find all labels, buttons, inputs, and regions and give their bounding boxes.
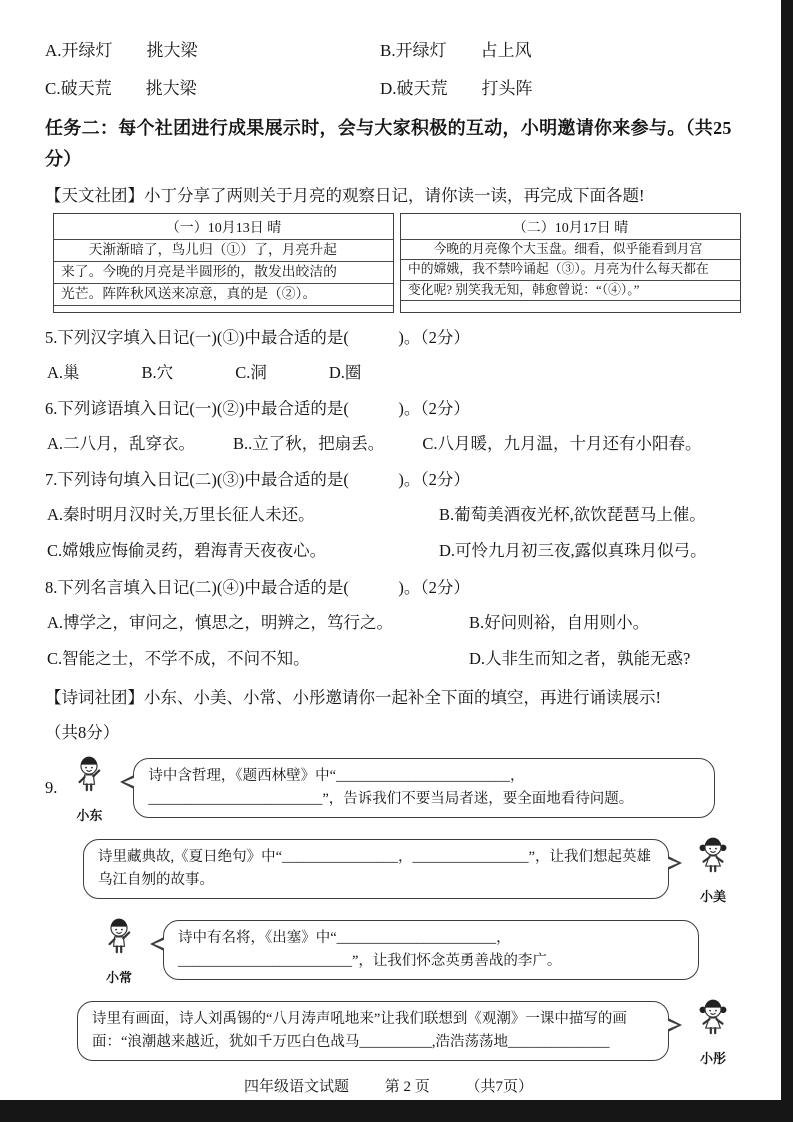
character-xiaodong [61, 753, 117, 824]
question-9-number: 9. [45, 778, 58, 798]
question-6-stem: 6.下列谚语填入日记(一)(②)中最合适的是( )。（2分） [45, 399, 470, 419]
speech-bubble-xiaodong: 诗中含哲理，《题西林壁》中“________________________，________________________”，告诉我们不要当局者迷，要全面地看待问题。 [133, 758, 715, 818]
character-name-xiaochang: 小常 [105, 969, 132, 985]
poetry-club-intro: 【诗词社团】小东、小美、小常、小彤邀请你一起补全下面的填空，再进行诵读展示! [45, 687, 661, 707]
speech-bubble-xiaotong: 诗里有画面，诗人刘禹锡的“八月涛声吼地来”让我们联想到《观潮》一课中描写的画面：“浪潮越来越近，犹如千万匹白色战马__________,浩浩荡荡地______________ [77, 1001, 669, 1061]
question-8-options [45, 611, 741, 670]
character-xiaomei [685, 834, 741, 905]
q4-option-d: D.破天荒 打头阵 [380, 78, 533, 98]
q8-option-d: D.人非生而知之者，孰能无惑? [469, 648, 691, 668]
diary1-header: （一）10月13日 晴 [54, 214, 393, 240]
q9-row-xiaodong [45, 753, 741, 824]
q6-option-c: C.八月暖，九月温，十月还有小阳春。 [422, 434, 702, 454]
question-9 [45, 753, 741, 1067]
speech-bubble-xiaomei: 诗里藏典故,《夏日绝句》中“________________，________________”，让我们想起英雄乌江自刎的故事。 [83, 839, 669, 899]
diary2-header: （二）10月17日 晴 [401, 214, 740, 240]
diary-table [53, 213, 741, 313]
diary1-line1: 天渐渐暗了，鸟儿归（①）了，月亮升起 [54, 240, 393, 262]
diary2-line2: 中的嫦娥，我不禁吟诵起（③）。月亮为什么每天都在 [401, 260, 740, 280]
question-8 [45, 576, 741, 670]
q4-option-b: B.开绿灯 占上风 [380, 41, 532, 60]
character-name-xiaodong: 小东 [76, 807, 103, 823]
diary1-line3: 光芒。阵阵秋风送来凉意，真的是（②）。 [54, 284, 393, 306]
q7-option-c: C.嫦娥应悔偷灵药，碧海青天夜夜心。 [47, 541, 327, 561]
q9-row-xiaotong [77, 996, 741, 1067]
boy-illustration-icon [67, 753, 111, 804]
question-5 [45, 326, 741, 384]
footer-page-number: 第 2 页 [384, 1079, 430, 1095]
diary-entry-1 [53, 213, 394, 313]
q5-option-d: D.圈 [328, 362, 362, 382]
footer-doc-title: 四年级语文试题 [243, 1079, 349, 1095]
q4-option-c: C.破天荒 挑大梁 [45, 78, 197, 98]
question-7-stem: 7.下列诗句填入日记(二)(③)中最合适的是( )。（2分） [45, 470, 470, 490]
character-name-xiaomei: 小美 [699, 888, 726, 904]
q5-option-a: A.巢 [47, 362, 80, 382]
q9-row-xiaochang [91, 915, 741, 986]
question-5-stem: 5.下列汉字填入日记(一)(①)中最合适的是( )。（2分） [45, 327, 470, 347]
speech-bubble-xiaochang: 诗中有名将，《出塞》中“______________________，________________________”，让我们怀念英勇善战的李广。 [163, 920, 699, 980]
diary2-line1: 今晚的月亮像个大玉盘。细看，似乎能看到月宫 [401, 240, 740, 260]
q8-option-a: A.博学之，审问之，慎思之，明辨之，笃行之。 [47, 612, 394, 632]
q7-option-a: A.秦时明月汉时关,万里长征人未还。 [47, 505, 315, 525]
q6-option-a: A.二八月，乱穿衣。 [47, 434, 196, 454]
question-8-stem: 8.下列名言填入日记(二)(④)中最合适的是( )。（2分） [45, 577, 470, 597]
q5-option-b: B.穴 [141, 362, 174, 382]
q5-option-c: C.洞 [235, 362, 267, 382]
question-5-options [45, 361, 741, 384]
boy-illustration-icon [97, 915, 141, 966]
question-6-options [45, 432, 741, 455]
astronomy-club-intro: 【天文社团】小丁分享了两则关于月亮的观察日记，请你读一读，再完成下面各题! [45, 185, 645, 205]
q6-option-b: B..立了秋，把扇丢。 [233, 434, 385, 454]
question-7 [45, 468, 741, 562]
q8-option-c: C.智能之士，不学不成，不问不知。 [47, 648, 310, 668]
question-6 [45, 397, 741, 455]
diary-entry-2 [400, 213, 741, 313]
character-xiaotong [685, 996, 741, 1067]
scan-edge-bottom [0, 1100, 793, 1122]
scan-edge-right [781, 0, 793, 1122]
task2-heading: 任务二：每个社团进行成果展示时，会与大家积极的互动，小明邀请你来参与。（共25分） [45, 117, 732, 170]
q9-row-xiaomei [83, 834, 741, 905]
question4-options [45, 40, 741, 101]
page-footer [0, 1075, 777, 1096]
diary1-line2: 来了。今晚的月亮是半圆形的，散发出皎洁的 [54, 262, 393, 284]
q4-option-a: A.开绿灯 挑大梁 [45, 41, 198, 60]
q7-option-b: B.葡萄美酒夜光杯,欲饮琵琶马上催。 [439, 505, 706, 525]
character-xiaochang [91, 915, 147, 986]
q7-option-d: D.可怜九月初三夜,露似真珠月似弓。 [439, 541, 707, 561]
question-7-options [45, 503, 741, 562]
girl-illustration-icon [691, 834, 735, 885]
girl-illustration-icon [691, 996, 735, 1047]
footer-total-pages: （共7页） [465, 1079, 534, 1095]
poetry-club-points: （共8分） [45, 722, 120, 742]
q8-option-b: B.好问则裕，自用则小。 [469, 612, 650, 632]
diary2-line3: 变化呢? 别笑我无知，韩愈曾说：“（④）。” [401, 281, 740, 301]
character-name-xiaotong: 小彤 [699, 1050, 726, 1066]
diary2-pad [401, 301, 740, 307]
diary1-pad [54, 306, 393, 312]
